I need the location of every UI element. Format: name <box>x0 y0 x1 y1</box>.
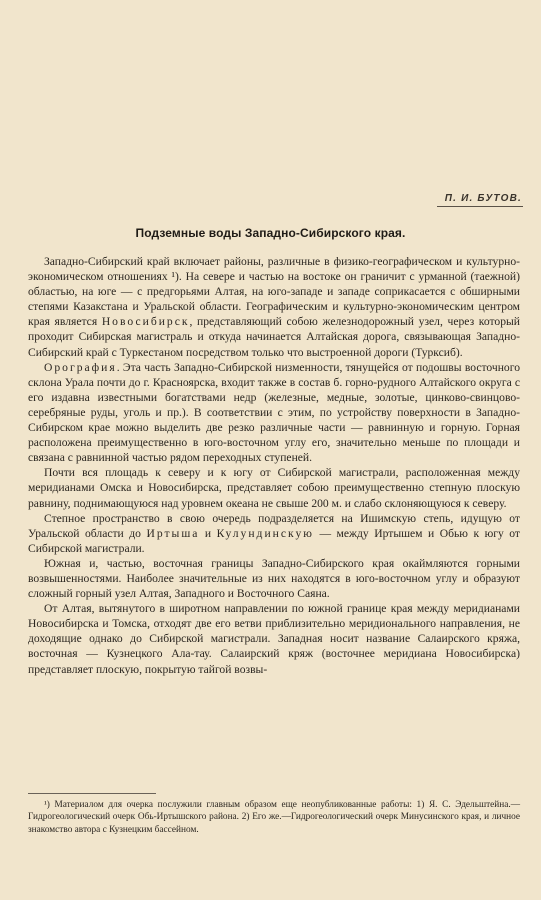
article-body <box>28 254 520 677</box>
paragraph-intro <box>28 254 520 360</box>
author-underline <box>437 206 523 207</box>
footnote-rule <box>28 793 156 794</box>
paragraph-text: Западно-Сибирский край включает районы, различные в физико-географическом и культурно-экономическом отношениях ¹). На севере и частью на востоке он граничит с урманной (таежной) областью, на юге — с предгорьями Алтая, на юго-западе и западе соприкасается с обширными степями Казакстана и Уральской области. Географическим и культурно-экономическим центром края является <box>28 255 520 329</box>
spaced-emphasis: Иртыша <box>146 526 200 540</box>
paragraph-mountains: Южная и, частью, восточная границы Западно-Сибирского края окаймляются горными возвышенностями. Наиболее значительные из них находятся в юго-восточном углу и образуют сложный горный узел Алтая, Западного и Восточного Саяна. <box>28 556 520 601</box>
spaced-emphasis: Новосибирск <box>101 315 190 329</box>
paragraph-orography <box>28 360 520 466</box>
paragraph-text: — между Иртышем и Обью к югу от Сибирской магистрали. <box>28 526 520 555</box>
paragraph-plain: Почти вся площадь к северу и к югу от Сибирской магистрали, расположенная между меридианами Омска и Новосибирска, представляет собою преимущественно степную плоскую равнину, поднимающуюся над уровнем океана не свыше 200 м. и слабо склоняющуюся к северу. <box>28 466 520 510</box>
article-title: Подземные воды Западно-Сибирского края. <box>135 226 406 241</box>
paragraph-text: , представляющий собою железнодорожный узел, через который проходит Сибирская магистраль и откуда начинается Алтайская дорога, связывающая Западно-Сибирский край с Туркестаном посредством только что выстроенной дороги (Турксиб). <box>28 315 520 359</box>
spaced-emphasis: Орография <box>44 360 117 374</box>
paragraph-text: Степное пространство в свою очередь подразделяется на Ишимскую степь, идущую от Уральской области до <box>28 511 520 540</box>
footnotes <box>28 799 520 836</box>
spaced-emphasis: Кулундинскую <box>216 526 314 540</box>
footnote: ¹) Материалом для очерка послужили главным образом еще неопубликованные работы: 1) Я. С. Эдельштейна.—Гидрогеологический очерк Обь-Иртышского района. 2) Его же.—Гидрогеологический очерк Минусинского края, и личное знакомство автора с Кузнецким бассейном. <box>28 800 520 835</box>
paragraph-text: и <box>199 526 217 540</box>
author-name: П. И. БУТОВ. <box>444 193 522 204</box>
paragraph-text: . Эта часть Западно-Сибирской низменности, тянущейся от подошвы восточного склона Урала почти до г. Красноярска, входит также в состав б. горно-рудного Алтайского округа с его издавна известными богатствами недр (железные, медные, золотые, цинково-свинцово-серебряные руды, уголь и пр.). В соответствии с этим, по устройству поверхности в Западно-Сибирском крае можно выделить две резко различные части — равнинную и горную. Горная расположена преимущественно в юго-восточном углу его, значительно меньше по площади и связана с равнинной частью рядом переходных ступеней. <box>28 360 520 465</box>
paragraph-altai: От Алтая, вытянутого в широтном направлении по южной границе края между меридианами Новосибирска и Томска, отходят две его ветви приблизительно меридионального направления, не доходящие однако до Сибирской магистрали. Западная носит название Салаирского кряжа, восточная — Кузнецкого Ала-тау. Салаирский кряж (восточнее меридиана Новосибирска) представляет плоскую, покрытую тайгой возвы- <box>28 602 520 676</box>
paragraph-steppe <box>28 511 520 556</box>
